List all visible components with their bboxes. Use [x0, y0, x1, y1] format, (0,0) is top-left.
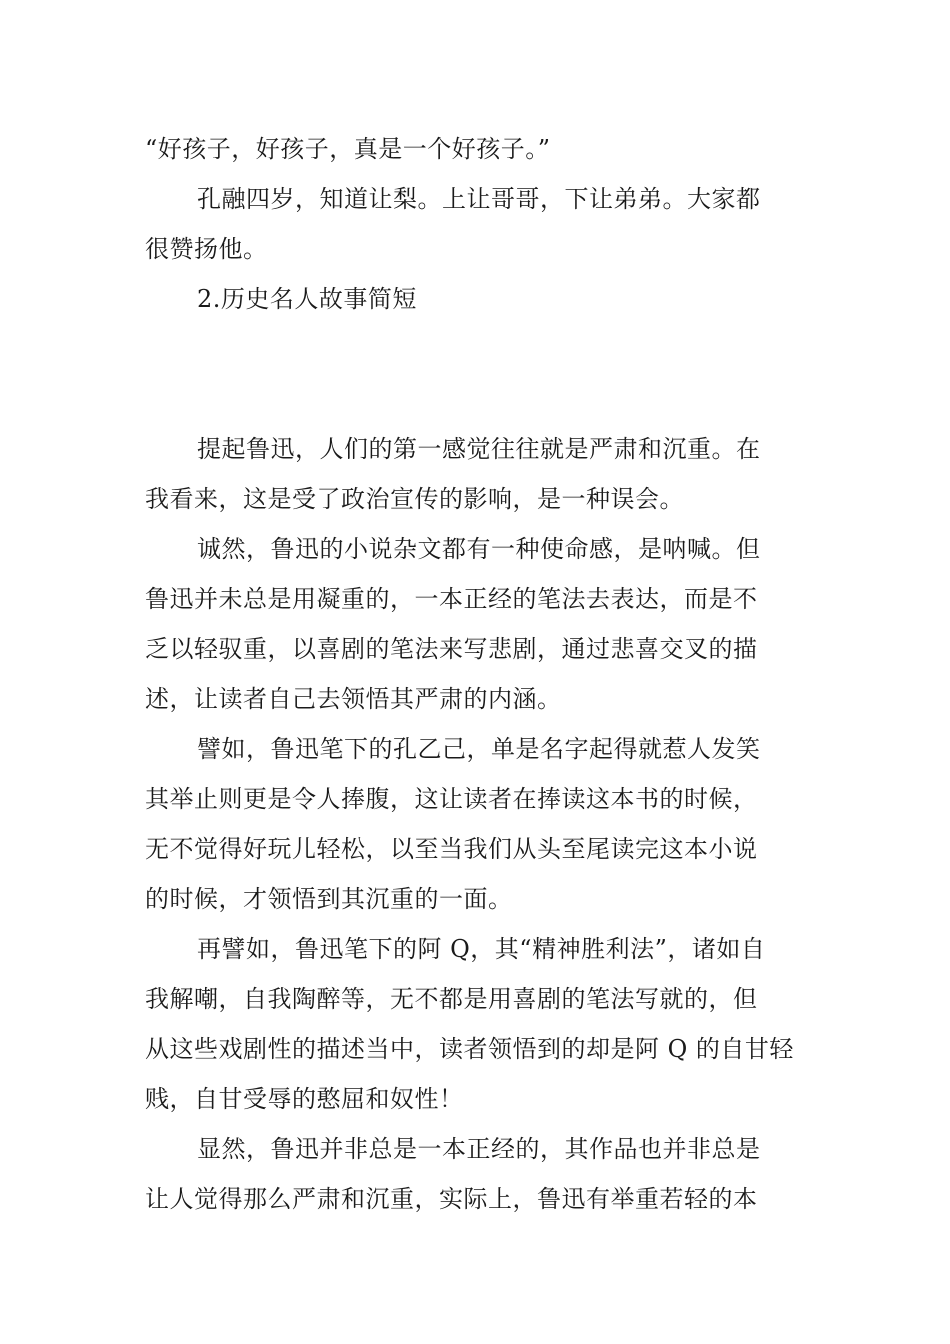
text-line: 的时候，才领悟到其沉重的一面。 [145, 885, 513, 913]
paragraph-line: 显然，鲁迅并非总是一本正经的，其作品也并非总是 [197, 1135, 761, 1163]
text-line: 鲁迅并未总是用凝重的，一本正经的笔法去表达，而是不 [145, 585, 758, 613]
text-line: 述，让读者自己去领悟其严肃的内涵。 [145, 685, 562, 713]
text-line: “好孩子，好孩子，真是一个好孩子。” [145, 135, 551, 163]
paragraph-line: 诚然，鲁迅的小说杂文都有一种使命感，是呐喊。但 [197, 535, 761, 563]
section-heading: 2.历史名人故事简短 [197, 285, 417, 313]
text-line: 其举止则更是令人捧腹，这让读者在捧读这本书的时候， [145, 785, 758, 813]
text-line: 贱，自甘受辱的憨屈和奴性！ [145, 1085, 464, 1113]
text-line: 我解嘲，自我陶醉等，无不都是用喜剧的笔法写就的，但 [145, 985, 758, 1013]
text-line: 从这些戏剧性的描述当中，读者领悟到的却是阿 Q 的自甘轻 [145, 1035, 794, 1063]
text-line: 无不觉得好玩儿轻松，以至当我们从头至尾读完这本小说 [145, 835, 758, 863]
paragraph-line: 譬如，鲁迅笔下的孔乙己，单是名字起得就惹人发笑 [197, 735, 761, 763]
text-line: 我看来，这是受了政治宣传的影响，是一种误会。 [145, 485, 684, 513]
paragraph-line: 提起鲁迅，人们的第一感觉往往就是严肃和沉重。在 [197, 435, 761, 463]
text-line: 让人觉得那么严肃和沉重，实际上，鲁迅有举重若轻的本 [145, 1185, 758, 1213]
text-line: 乏以轻驭重，以喜剧的笔法来写悲剧，通过悲喜交叉的描 [145, 635, 758, 663]
text-line: 很赞扬他。 [145, 235, 268, 263]
paragraph-line: 再譬如，鲁迅笔下的阿 Q，其“精神胜利法”，诸如自 [197, 935, 766, 963]
paragraph-line: 孔融四岁，知道让梨。上让哥哥，下让弟弟。大家都 [197, 185, 761, 213]
